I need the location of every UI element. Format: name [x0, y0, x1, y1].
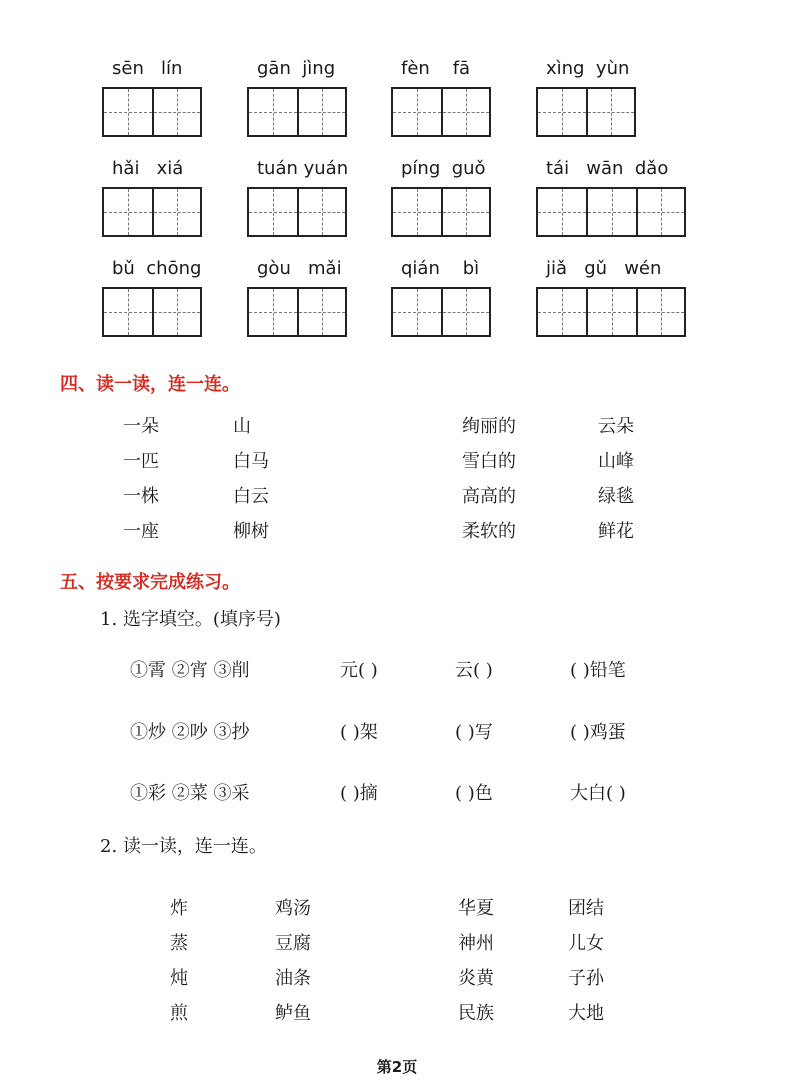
tianzige-box[interactable] — [586, 287, 636, 337]
pinyin-label: jiǎ gǔ wén — [546, 258, 662, 279]
pinyin-label: píng guǒ — [401, 158, 486, 179]
tianzige-row — [247, 187, 347, 237]
fill-blank[interactable]: ( )色 — [455, 783, 493, 804]
tianzige-box[interactable] — [636, 187, 686, 237]
noun-word: 山峰 — [598, 451, 634, 472]
match-word: 神州 — [458, 933, 494, 954]
tianzige-box[interactable] — [441, 187, 491, 237]
tianzige-box[interactable] — [297, 287, 347, 337]
tianzige-box[interactable] — [391, 287, 441, 337]
tianzige-box[interactable] — [391, 87, 441, 137]
tianzige-box[interactable] — [247, 87, 297, 137]
section4-heading: 四、读一读，连一连。 — [60, 374, 240, 395]
tianzige-row — [102, 87, 202, 137]
noun-word: 绿毯 — [598, 486, 634, 507]
noun-word: 白马 — [233, 451, 269, 472]
tianzige-row — [102, 187, 202, 237]
pinyin-label: sēn lín — [112, 58, 183, 79]
match-word: 儿女 — [568, 933, 604, 954]
measure-word: 一座 — [123, 521, 159, 542]
match-word: 华夏 — [458, 898, 494, 919]
adjective-word: 高高的 — [462, 486, 516, 507]
noun-word: 白云 — [233, 486, 269, 507]
pinyin-label: bǔ chōng — [112, 258, 202, 279]
tianzige-box[interactable] — [586, 87, 636, 137]
match-word: 炎黄 — [458, 968, 494, 989]
cooking-verb: 炸 — [170, 898, 188, 919]
section5-heading: 五、按要求完成练习。 — [60, 572, 240, 593]
cooking-verb: 蒸 — [170, 933, 188, 954]
food-word: 油条 — [275, 968, 311, 989]
cooking-verb: 炖 — [170, 968, 188, 989]
cooking-verb: 煎 — [170, 1003, 188, 1024]
tianzige-box[interactable] — [152, 87, 202, 137]
measure-word: 一朵 — [123, 416, 159, 437]
pinyin-label: xìng yùn — [546, 58, 630, 79]
q1-options: ①炒 ②吵 ③抄 — [130, 722, 250, 743]
tianzige-row — [536, 87, 636, 137]
pinyin-label: qián bì — [401, 258, 480, 279]
pinyin-label: tái wān dǎo — [546, 158, 669, 179]
tianzige-box[interactable] — [536, 187, 586, 237]
pinyin-label: hǎi xiá — [112, 158, 184, 179]
tianzige-row — [247, 87, 347, 137]
fill-blank[interactable]: 元( ) — [340, 660, 378, 681]
noun-word: 云朵 — [598, 416, 634, 437]
fill-blank[interactable]: ( )架 — [340, 722, 378, 743]
noun-word: 山 — [233, 416, 251, 437]
food-word: 鲈鱼 — [275, 1003, 311, 1024]
tianzige-row — [536, 187, 686, 237]
noun-word: 柳树 — [233, 521, 269, 542]
tianzige-row — [536, 287, 686, 337]
measure-word: 一匹 — [123, 451, 159, 472]
tianzige-box[interactable] — [247, 287, 297, 337]
match-word: 大地 — [568, 1003, 604, 1024]
fill-blank[interactable]: ( )铅笔 — [570, 660, 626, 681]
tianzige-box[interactable] — [102, 287, 152, 337]
tianzige-box[interactable] — [586, 187, 636, 237]
tianzige-row — [391, 287, 491, 337]
tianzige-box[interactable] — [536, 87, 586, 137]
match-word: 民族 — [458, 1003, 494, 1024]
tianzige-box[interactable] — [391, 187, 441, 237]
tianzige-row — [391, 87, 491, 137]
tianzige-box[interactable] — [441, 287, 491, 337]
measure-word: 一株 — [123, 486, 159, 507]
page-number: 第2页 — [376, 1058, 418, 1076]
tianzige-box[interactable] — [297, 87, 347, 137]
noun-word: 鲜花 — [598, 521, 634, 542]
tianzige-row — [102, 287, 202, 337]
pinyin-label: tuán yuán — [257, 158, 349, 179]
adjective-word: 柔软的 — [462, 521, 516, 542]
pinyin-label: gān jìng — [257, 58, 336, 79]
tianzige-box[interactable] — [297, 187, 347, 237]
adjective-word: 绚丽的 — [462, 416, 516, 437]
tianzige-box[interactable] — [441, 87, 491, 137]
q1-options: ①彩 ②菜 ③采 — [130, 783, 250, 804]
match-word: 团结 — [568, 898, 604, 919]
fill-blank[interactable]: 大白( ) — [570, 783, 626, 804]
match-word: 子孙 — [568, 968, 604, 989]
fill-blank[interactable]: ( )写 — [455, 722, 493, 743]
fill-blank[interactable]: ( )鸡蛋 — [570, 722, 626, 743]
tianzige-box[interactable] — [102, 87, 152, 137]
tianzige-box[interactable] — [152, 287, 202, 337]
pinyin-label: fèn fā — [401, 58, 471, 79]
q1-options: ①霄 ②宵 ③削 — [130, 660, 250, 681]
tianzige-box[interactable] — [636, 287, 686, 337]
fill-blank[interactable]: ( )摘 — [340, 783, 378, 804]
q1-title: 1. 选字填空。(填序号) — [100, 609, 281, 630]
pinyin-label: gòu mǎi — [257, 258, 342, 279]
tianzige-box[interactable] — [152, 187, 202, 237]
tianzige-box[interactable] — [536, 287, 586, 337]
food-word: 豆腐 — [275, 933, 311, 954]
tianzige-box[interactable] — [102, 187, 152, 237]
q2-title: 2. 读一读，连一连。 — [100, 836, 267, 857]
food-word: 鸡汤 — [275, 898, 311, 919]
fill-blank[interactable]: 云( ) — [455, 660, 493, 681]
tianzige-row — [247, 287, 347, 337]
tianzige-box[interactable] — [247, 187, 297, 237]
tianzige-row — [391, 187, 491, 237]
adjective-word: 雪白的 — [462, 451, 516, 472]
